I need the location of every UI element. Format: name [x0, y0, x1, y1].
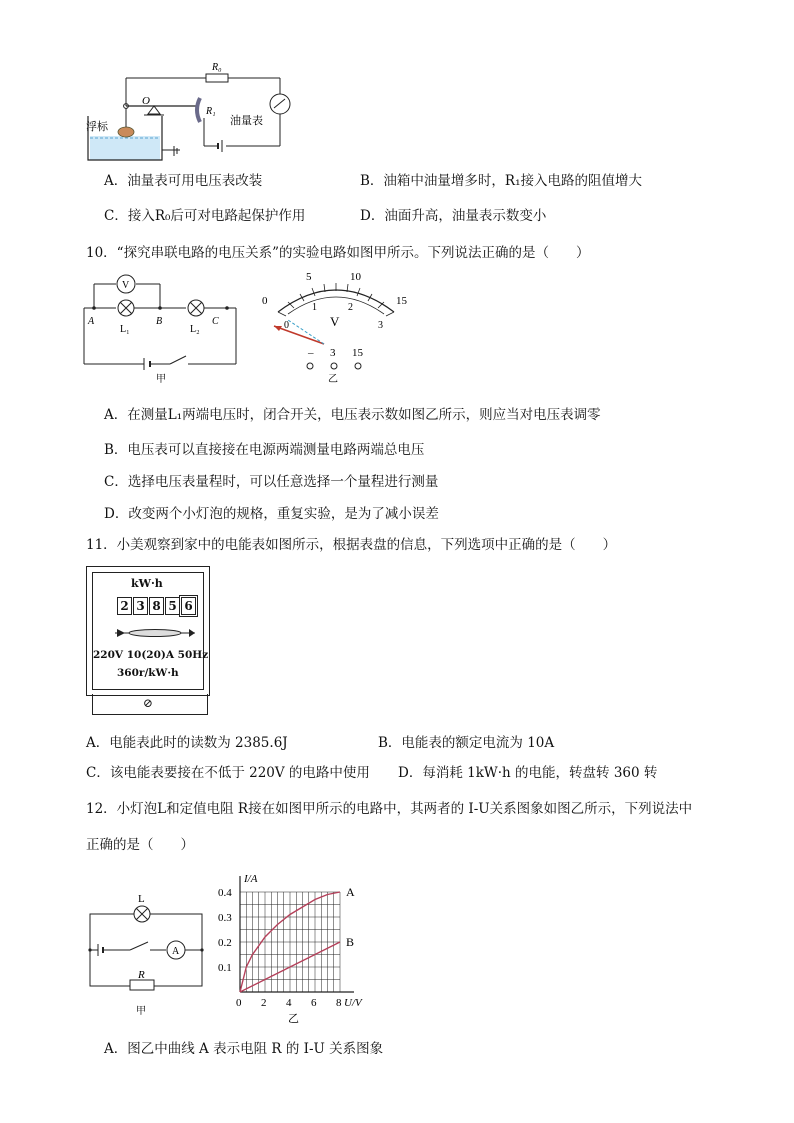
energy-meter	[86, 566, 210, 696]
q10-option-a: A．在测量L₁两端电压时，闭合开关，电压表示数如图乙所示，则应当对电压表调零	[104, 407, 601, 423]
q10-option-c: C．选择电压表量程时，可以任意选择一个量程进行测量	[104, 474, 439, 490]
x-axis-label: U/V	[344, 997, 362, 1009]
scale-inner-1: 1	[312, 302, 317, 313]
q10-stem: 10．“探究串联电路的电压关系”的实验电路如图甲所示。下列说法正确的是（ ）	[86, 245, 590, 261]
lamp-l-label: L	[138, 893, 145, 905]
fig-yi-label: 乙	[328, 374, 338, 385]
scale-outer-0: 0	[262, 295, 268, 307]
x-tick-label: 4	[286, 997, 292, 1009]
x-tick-label: 8	[336, 997, 342, 1009]
resistor-r-label: R	[138, 969, 145, 981]
meter-seal-icon: ⊘	[143, 696, 154, 710]
meter-rev: 360r/kW·h	[117, 667, 179, 679]
iu-chart	[216, 866, 376, 1025]
scale-outer-5: 5	[306, 271, 312, 283]
q9-option-b: B．油箱中油量增多时，R₁接入电路的阻值增大	[360, 173, 642, 189]
series-B-label: B	[346, 935, 355, 949]
float-label: 浮标	[86, 121, 108, 133]
terminal-3: 3	[330, 347, 336, 359]
x-tick-label: 0	[236, 997, 242, 1009]
meter-digit: 8	[149, 597, 164, 615]
meter-digit: 2	[117, 597, 132, 615]
q12-stem-line1: 12．小灯泡L和定值电阻 R接在如图甲所示的电路中，其两者的 I-U关系图象如图乙所示，下列说法中	[86, 801, 693, 817]
x-tick-label: 2	[261, 997, 267, 1009]
oil-meter-label: 油量表	[230, 115, 263, 127]
fig-yi-label-12: 乙	[288, 1013, 299, 1025]
q12-circuit-jia	[86, 888, 206, 1018]
ammeter-a-label: A	[172, 946, 180, 957]
terminal-15: 15	[352, 347, 363, 359]
q12-option-a: A．图乙中曲线 A 表示电阻 R 的 I-U 关系图象	[104, 1041, 384, 1057]
point-a-label: A	[88, 316, 95, 327]
scale-outer-15: 15	[396, 295, 407, 307]
energy-meter-base	[92, 694, 208, 715]
q11-option-a: A．电能表此时的读数为 2385.6J	[86, 735, 288, 751]
r1-label: R₁	[206, 106, 216, 117]
y-tick-label: 0.2	[218, 937, 232, 949]
q11-option-d: D．每消耗 1kW·h 的电能，转盘转 360 转	[398, 765, 658, 781]
series-A-label: A	[346, 885, 355, 899]
q10-option-d: D．改变两个小灯泡的规格，重复实验，是为了减小误差	[104, 506, 439, 522]
scale-inner-2: 2	[348, 302, 353, 313]
q9-option-d: D．油面升高，油量表示数变小	[360, 208, 547, 224]
l2-label: L₂	[190, 324, 200, 335]
meter-digit-decimal: 6	[181, 597, 196, 615]
scale-inner-0: 0	[284, 320, 289, 331]
q11-option-c: C．该电能表要接在不低于 220V 的电路中使用	[86, 765, 370, 781]
meter-unit: kW·h	[131, 577, 163, 590]
q9-option-a: A．油量表可用电压表改装	[104, 173, 263, 189]
q12-stem-line2: 正确的是（ ）	[86, 837, 194, 853]
q10-voltmeter-yi	[258, 270, 408, 385]
voltmeter-label: V	[122, 280, 130, 291]
y-tick-label: 0.4	[218, 887, 232, 899]
r0-label: R₀	[212, 62, 222, 73]
meter-digit: 5	[165, 597, 180, 615]
l1-label: L₁	[120, 324, 130, 335]
y-axis-label: I/A	[244, 873, 258, 885]
terminal-minus: –	[308, 347, 314, 359]
scale-outer-10: 10	[350, 271, 361, 283]
q9-option-c: C．接入R₀后可对电路起保护作用	[104, 208, 306, 224]
q9-figure	[84, 58, 304, 168]
pivot-label: O	[142, 95, 150, 107]
q11-option-b: B．电能表的额定电流为 10A	[378, 735, 555, 751]
q11-stem: 11．小美观察到家中的电能表如图所示，根据表盘的信息，下列选项中正确的是（ ）	[86, 537, 617, 553]
point-b-label: B	[156, 316, 163, 327]
fig-jia-label: 甲	[156, 374, 166, 385]
dial-v-label: V	[330, 314, 340, 329]
scale-inner-3: 3	[378, 320, 383, 331]
energy-meter-face	[92, 572, 209, 690]
meter-disc-icon	[115, 627, 195, 639]
x-tick-label: 6	[311, 997, 317, 1009]
point-c-label: C	[212, 316, 219, 327]
meter-spec: 220V 10(20)A 50Hz	[93, 649, 209, 661]
meter-digits	[117, 597, 197, 615]
y-tick-label: 0.1	[218, 962, 232, 974]
fig-jia-label-12: 甲	[136, 1006, 146, 1017]
q10-circuit-jia	[82, 270, 242, 385]
meter-digit: 3	[133, 597, 148, 615]
q10-option-b: B．电压表可以直接接在电源两端测量电路两端总电压	[104, 442, 425, 458]
y-tick-label: 0.3	[218, 912, 232, 924]
